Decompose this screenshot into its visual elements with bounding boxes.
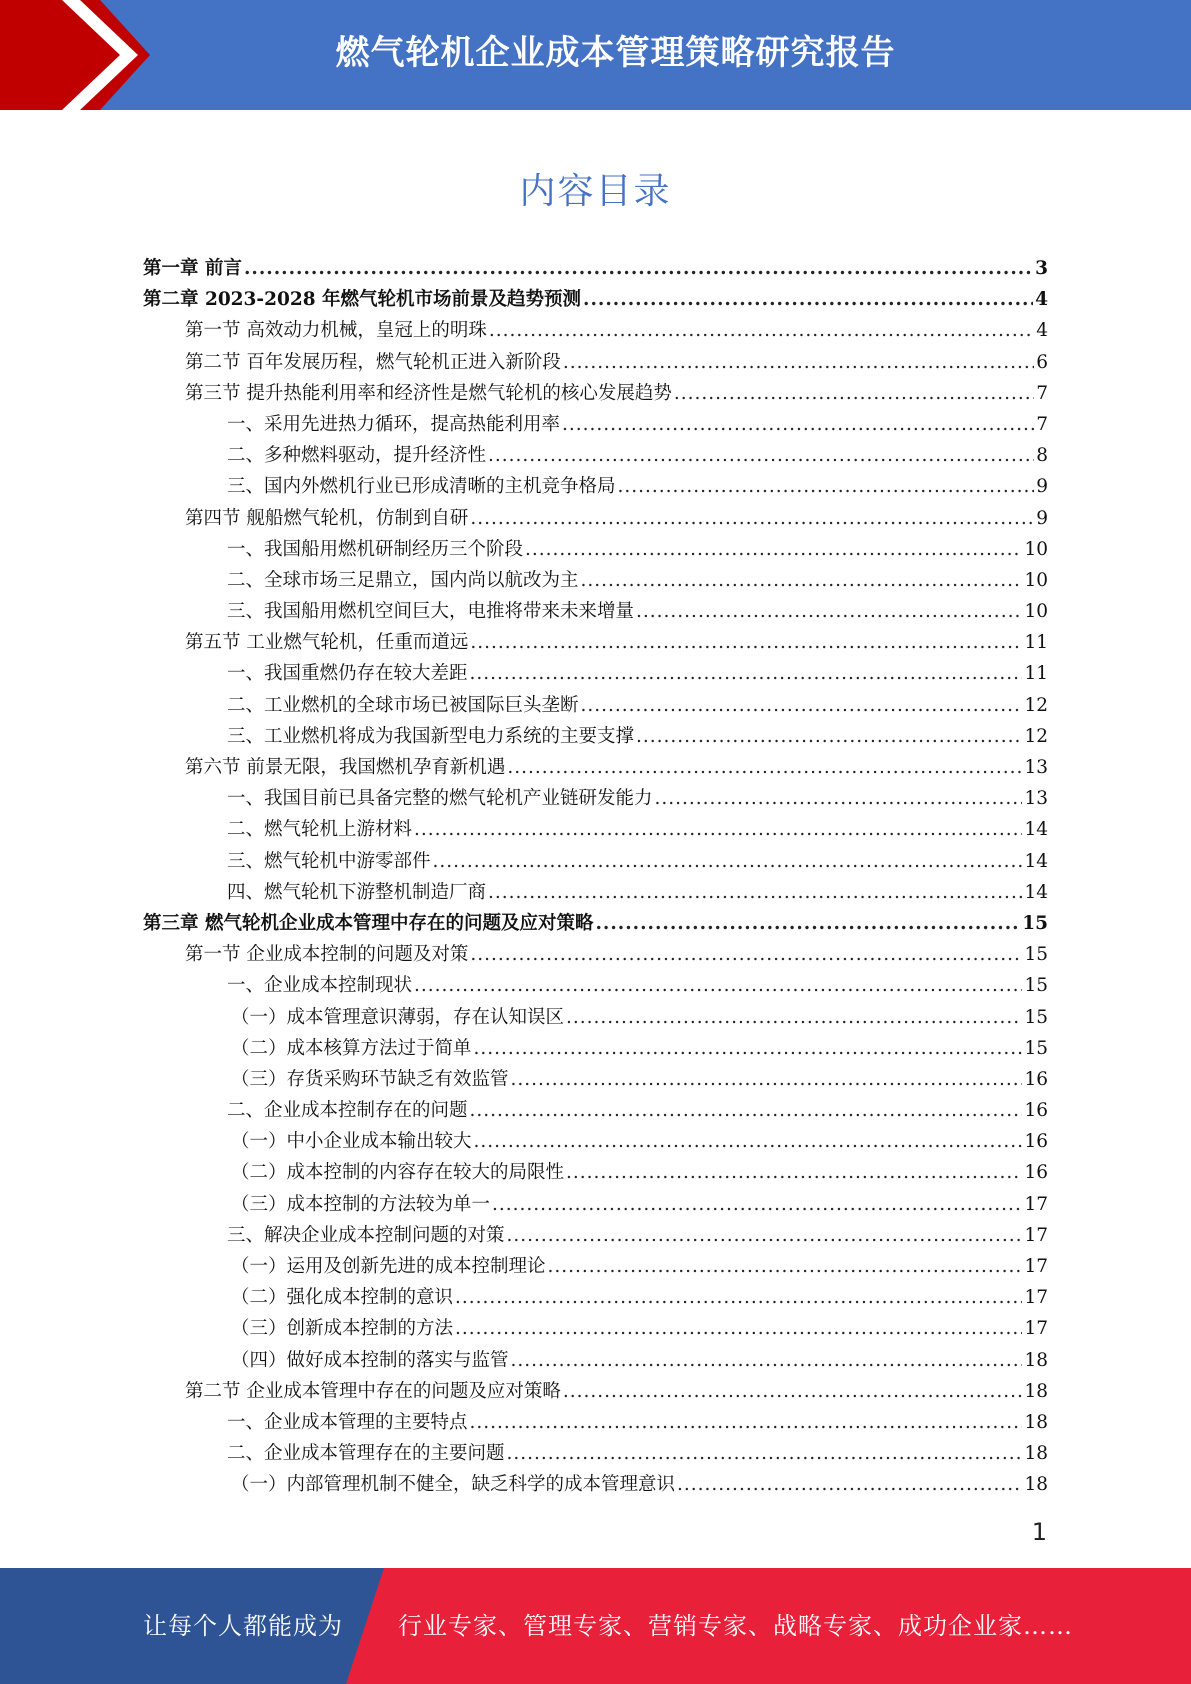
toc-entry[interactable] <box>143 909 1048 940</box>
toc-entry-title: 二、全球市场三足鼎立，国内尚以航改为主 <box>227 569 579 591</box>
toc-entry-title: 第一章 前言 <box>143 258 242 279</box>
toc-entry-title: 一、我国船用燃机研制经历三个阶段 <box>227 538 524 560</box>
toc-entry-page: 4 <box>1036 320 1048 342</box>
toc-entry-title: 四、燃气轮机下游整机制造厂商 <box>227 881 487 903</box>
toc-dot-leader <box>674 383 1034 404</box>
toc-entry[interactable] <box>143 504 1048 535</box>
toc-entry-page: 16 <box>1024 1131 1048 1153</box>
toc-entry-title: （一）中小企业成本输出较大 <box>231 1131 472 1153</box>
toc-entry-title: （三）存货采购环节缺乏有效监管 <box>231 1068 509 1090</box>
toc-entry-page: 18 <box>1024 1349 1048 1371</box>
toc-entry-page: 17 <box>1024 1318 1048 1340</box>
toc-entry[interactable] <box>143 1034 1048 1065</box>
toc-entry-title: 一、企业成本控制现状 <box>227 975 413 997</box>
toc-entry[interactable] <box>143 566 1048 597</box>
toc-entry[interactable] <box>143 410 1048 441</box>
toc-entry[interactable] <box>143 847 1048 878</box>
toc-dot-leader <box>470 663 1023 684</box>
toc-entry[interactable] <box>143 1346 1048 1377</box>
toc-dot-leader <box>474 1038 1023 1059</box>
toc-entry-title: 三、我国船用燃机空间巨大，电推将带来未来增量 <box>227 601 635 623</box>
toc-dot-leader <box>414 975 1022 996</box>
toc-entry-page: 12 <box>1024 725 1048 747</box>
toc-entry-title: （二）成本控制的内容存在较大的局限性 <box>231 1162 565 1184</box>
toc-dot-leader <box>583 289 1033 310</box>
toc-entry-page: 18 <box>1024 1411 1048 1433</box>
toc-entry-page: 13 <box>1024 757 1048 778</box>
toc-dot-leader <box>511 1069 1023 1090</box>
toc-entry-page: 10 <box>1024 569 1048 591</box>
toc-entry[interactable] <box>143 1221 1048 1252</box>
toc-dot-leader <box>244 258 1033 279</box>
toc-dot-leader <box>470 632 1022 653</box>
toc-entry-page: 11 <box>1024 663 1048 685</box>
toc-dot-leader <box>618 476 1035 497</box>
toc-entry-page: 7 <box>1036 382 1048 404</box>
toc-entry[interactable] <box>143 628 1048 659</box>
toc-entry-page: 13 <box>1024 788 1048 810</box>
toc-entry[interactable] <box>143 1003 1048 1034</box>
toc-entry-title: 三、工业燃机将成为我国新型电力系统的主要支撑 <box>227 725 635 747</box>
toc-entry-page: 15 <box>1022 912 1048 934</box>
chevron-arrow-icon <box>0 0 160 110</box>
toc-entry[interactable] <box>143 1158 1048 1189</box>
toc-dot-leader <box>563 352 1034 373</box>
toc-heading: 内容目录 <box>519 171 672 212</box>
toc-entry-page: 15 <box>1024 1006 1048 1028</box>
toc-entry-title: 第二章 2023-2028 年燃气轮机市场前景及趋势预测 <box>143 289 582 311</box>
toc-dot-leader <box>489 320 1034 341</box>
toc-entry-page: 8 <box>1036 445 1048 467</box>
toc-entry-title: 第五节 工业燃气轮机，任重而道远 <box>185 632 469 654</box>
toc-dot-leader <box>455 1287 1022 1308</box>
toc-entry[interactable] <box>143 254 1048 285</box>
toc-entry-title: 三、燃气轮机中游零部件 <box>227 850 431 872</box>
toc-entry[interactable] <box>143 878 1048 909</box>
toc-entry-title: 一、采用先进热力循环，提高热能利用率 <box>227 413 561 435</box>
toc-entry[interactable] <box>143 971 1048 1002</box>
toc-dot-leader <box>474 1131 1023 1152</box>
toc-entry-page: 12 <box>1024 694 1048 716</box>
toc-dot-leader <box>414 819 1022 840</box>
toc-entry-title: 第三章 燃气轮机企业成本管理中存在的问题及应对策略 <box>143 912 594 934</box>
toc-entry-page: 16 <box>1024 1100 1048 1122</box>
toc-dot-leader <box>507 1225 1023 1246</box>
footer-slogan-left: 让每个人都能成为 <box>143 1612 343 1640</box>
toc-entry-page: 17 <box>1024 1193 1048 1215</box>
toc-entry-title: 第六节 前景无限，我国燃机孕育新机遇 <box>185 757 506 778</box>
toc-entry-page: 17 <box>1024 1287 1048 1309</box>
toc-dot-leader <box>636 601 1022 622</box>
toc-dot-leader <box>595 913 1020 934</box>
toc-entry-page: 15 <box>1024 1037 1048 1059</box>
toc-entry-page: 11 <box>1024 632 1048 654</box>
report-title: 燃气轮机企业成本管理策略研究报告 <box>335 33 896 73</box>
toc-entry-title: （一）运用及创新先进的成本控制理论 <box>231 1256 546 1277</box>
toc-dot-leader <box>507 1443 1023 1464</box>
toc-entry-title: 二、多种燃料驱动，提升经济性 <box>227 445 487 467</box>
toc-entry-title: 第三节 提升热能利用率和经济性是燃气轮机的核心发展趋势 <box>185 382 672 404</box>
toc-entry-title: 第二节 百年发展历程，燃气轮机正进入新阶段 <box>185 351 561 373</box>
toc-entry-page: 14 <box>1024 881 1048 903</box>
toc-entry-page: 18 <box>1024 1380 1048 1402</box>
header-band <box>0 0 1191 110</box>
toc-dot-leader <box>581 570 1023 591</box>
toc-entry-title: 第一节 高效动力机械，皇冠上的明珠 <box>185 320 487 342</box>
toc-entry[interactable] <box>143 535 1048 566</box>
toc-entry-title: 一、我国重燃仍存在较大差距 <box>227 663 468 685</box>
toc-entry-page: 9 <box>1036 476 1048 498</box>
toc-entry-page: 15 <box>1024 944 1048 966</box>
toc-entry[interactable] <box>143 597 1048 628</box>
toc-entry-page: 10 <box>1024 538 1048 560</box>
toc-entry-title: （三）创新成本控制的方法 <box>231 1318 454 1340</box>
toc-entry-title: 第二节 企业成本管理中存在的问题及应对策略 <box>185 1380 561 1402</box>
toc-entry-page: 18 <box>1024 1443 1048 1465</box>
toc-entry[interactable] <box>143 1408 1048 1439</box>
toc-entry[interactable] <box>143 815 1048 846</box>
toc-entry[interactable] <box>143 753 1048 784</box>
toc-entry-page: 16 <box>1024 1068 1048 1090</box>
toc-dot-leader <box>488 882 1022 903</box>
toc-entry-title: 二、企业成本管理存在的主要问题 <box>227 1443 505 1465</box>
toc-dot-leader <box>581 695 1023 716</box>
toc-entry[interactable] <box>143 472 1048 503</box>
toc-entry[interactable] <box>143 285 1048 316</box>
toc-entry-title: 三、解决企业成本控制问题的对策 <box>227 1224 505 1246</box>
toc-entry-title: （二）成本核算方法过于简单 <box>231 1037 472 1059</box>
toc-entry-page: 18 <box>1024 1474 1048 1496</box>
toc-entry-page: 15 <box>1024 975 1048 997</box>
toc-entry-title: 第一节 企业成本控制的问题及对策 <box>185 944 469 966</box>
toc-entry[interactable] <box>143 1190 1048 1221</box>
toc-entry-page: 3 <box>1035 258 1048 279</box>
toc-entry-page: 4 <box>1035 289 1048 311</box>
page-number: 1 <box>1031 1518 1047 1546</box>
toc-entry[interactable] <box>143 1439 1048 1470</box>
toc-entry-page: 9 <box>1036 507 1048 529</box>
toc-entry[interactable] <box>143 1096 1048 1127</box>
toc-entry[interactable] <box>143 1470 1048 1501</box>
toc-dot-leader <box>470 944 1022 965</box>
toc-entry-page: 6 <box>1036 351 1048 373</box>
toc-entry-page: 17 <box>1024 1224 1048 1246</box>
toc-entry[interactable] <box>143 1314 1048 1345</box>
toc-entry[interactable] <box>143 1283 1048 1314</box>
toc-entry[interactable] <box>143 379 1048 410</box>
toc-entry[interactable] <box>143 1377 1048 1408</box>
table-of-contents <box>143 254 1048 1502</box>
toc-dot-leader <box>507 757 1022 778</box>
toc-entry-title: 三、国内外燃机行业已形成清晰的主机竞争格局 <box>227 476 616 498</box>
toc-entry-page: 16 <box>1024 1162 1048 1184</box>
toc-dot-leader <box>562 414 1034 435</box>
toc-entry-title: 第四节 舰船燃气轮机，仿制到自研 <box>185 507 469 529</box>
toc-entry-title: 一、我国目前已具备完整的燃气轮机产业链研发能力 <box>227 788 653 810</box>
toc-entry-page: 17 <box>1024 1256 1048 1277</box>
toc-dot-leader <box>433 851 1023 872</box>
toc-dot-leader <box>677 1474 1022 1495</box>
toc-entry-title: （四）做好成本控制的落实与监管 <box>231 1349 509 1371</box>
toc-entry-page: 14 <box>1024 850 1048 872</box>
toc-entry-title: （一）内部管理机制不健全，缺乏科学的成本管理意识 <box>231 1474 676 1496</box>
toc-dot-leader <box>548 1256 1023 1277</box>
toc-entry-title: （二）强化成本控制的意识 <box>231 1287 454 1309</box>
footer-slogan-right: 行业专家、管理专家、营销专家、战略专家、成功企业家…… <box>398 1612 1073 1640</box>
toc-dot-leader <box>455 1318 1022 1339</box>
footer-band <box>0 1568 1191 1684</box>
toc-dot-leader <box>492 1194 1022 1215</box>
toc-entry-title: 一、企业成本管理的主要特点 <box>227 1411 468 1433</box>
toc-dot-leader <box>470 508 1034 529</box>
toc-entry[interactable] <box>143 441 1048 472</box>
toc-entry-title: 二、燃气轮机上游材料 <box>227 819 413 841</box>
toc-dot-leader <box>563 1381 1023 1402</box>
toc-entry-title: （一）成本管理意识薄弱，存在认知误区 <box>231 1006 565 1028</box>
toc-entry-page: 7 <box>1036 413 1048 435</box>
toc-entry-title: 二、工业燃机的全球市场已被国际巨头垄断 <box>227 694 579 716</box>
toc-dot-leader <box>470 1100 1023 1121</box>
toc-entry[interactable] <box>143 316 1048 347</box>
toc-entry[interactable] <box>143 1252 1048 1283</box>
toc-entry[interactable] <box>143 348 1048 379</box>
toc-entry-title: （三）成本控制的方法较为单一 <box>231 1193 491 1215</box>
toc-entry-page: 10 <box>1024 601 1048 623</box>
toc-entry-title: 二、企业成本控制存在的问题 <box>227 1100 468 1122</box>
toc-entry[interactable] <box>143 659 1048 690</box>
toc-entry[interactable] <box>143 784 1048 815</box>
toc-dot-leader <box>470 1412 1023 1433</box>
toc-dot-leader <box>525 539 1022 560</box>
toc-entry[interactable] <box>143 691 1048 722</box>
toc-entry[interactable] <box>143 940 1048 971</box>
toc-dot-leader <box>566 1007 1022 1028</box>
toc-dot-leader <box>636 726 1022 747</box>
toc-entry-page: 14 <box>1024 819 1048 841</box>
toc-entry[interactable] <box>143 722 1048 753</box>
toc-dot-leader <box>655 788 1023 809</box>
toc-dot-leader <box>488 445 1034 466</box>
toc-entry[interactable] <box>143 1127 1048 1158</box>
toc-entry[interactable] <box>143 1065 1048 1096</box>
toc-dot-leader <box>511 1350 1023 1371</box>
toc-dot-leader <box>566 1162 1022 1183</box>
